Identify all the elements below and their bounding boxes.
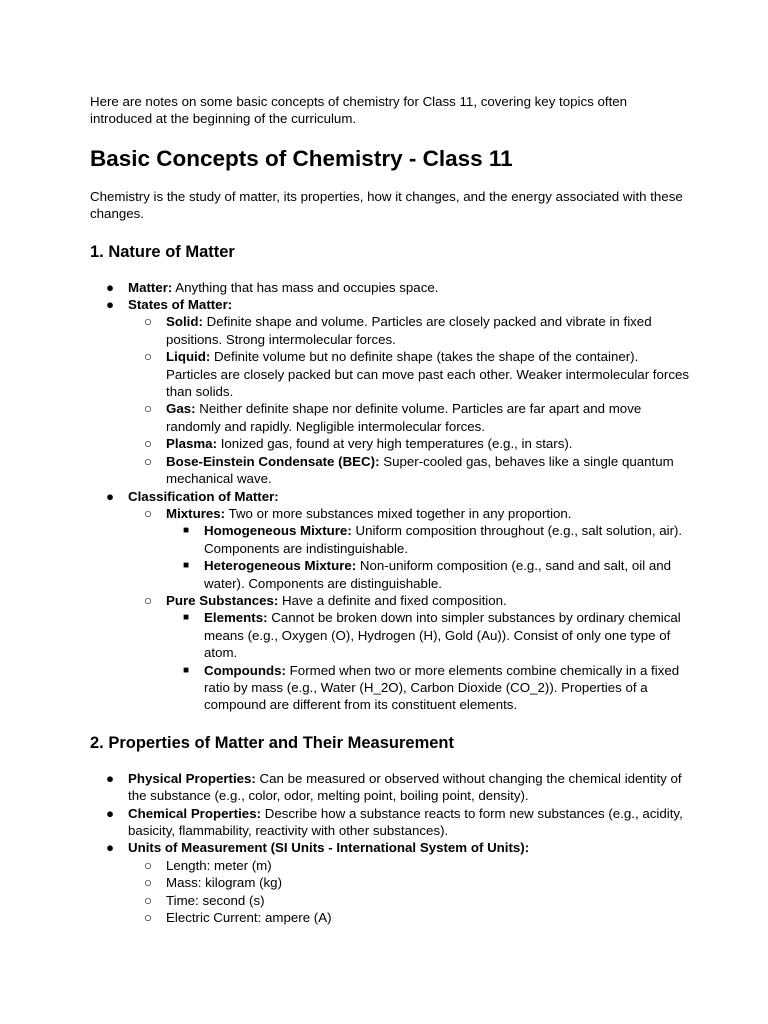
square-bullet-icon: ■ <box>182 525 190 537</box>
document-page <box>90 93 690 926</box>
square-bullet-icon: ■ <box>182 612 190 624</box>
term-definition: Super-cooled gas, behaves like a single quantum mechanical wave. <box>166 453 674 487</box>
list-item-mass <box>128 874 690 891</box>
term-label: Classification of Matter: <box>128 488 279 504</box>
term-label: Bose-Einstein Condensate (BEC): <box>166 453 380 469</box>
term-definition: Definite shape and volume. Particles are closely packed and vibrate in fixed positions. Strong intermolecular forces. <box>166 314 652 347</box>
circle-bullet-icon: ○ <box>143 453 153 469</box>
list-item-current <box>128 909 690 926</box>
term-label: Matter: <box>128 279 173 295</box>
list-item-matter <box>90 279 690 296</box>
term-label: Homogeneous Mixture: <box>204 523 352 539</box>
circle-bullet-icon: ○ <box>143 505 153 521</box>
term-label: Compounds: <box>204 662 286 678</box>
term-label: Pure Substances: <box>166 592 279 608</box>
circle-bullet-icon: ○ <box>143 892 153 908</box>
term-definition: Ionized gas, found at very high temperatures (e.g., in stars). <box>217 436 573 452</box>
list-item-units <box>90 839 690 926</box>
list-item-mixtures <box>128 505 690 592</box>
square-bullet-icon: ■ <box>182 560 190 572</box>
section-heading-properties: 2. Properties of Matter and Their Measurement <box>90 733 455 752</box>
intro-paragraph: Here are notes on some basic concepts of chemistry for Class 11, covering key topics often introduced at the beginning of the curriculum. <box>90 94 628 127</box>
list-item-bec <box>128 453 690 488</box>
pure-substances-sublist <box>166 609 690 713</box>
circle-bullet-icon: ○ <box>143 857 153 873</box>
term-label: Heterogeneous Mixture: <box>204 558 357 574</box>
list-item-elements <box>166 609 690 661</box>
bullet-icon: ● <box>105 805 115 821</box>
list-item-heterogeneous <box>166 557 690 592</box>
list-item-gas <box>128 400 690 435</box>
term-label: Mixtures: <box>166 505 226 521</box>
list-item-pure-substances <box>128 592 690 714</box>
term-definition: Cannot be broken down into simpler substances by ordinary chemical means (e.g., Oxygen (O), Hydrogen (H), Gold (Au)). Consist of only one type of atom. <box>204 610 681 661</box>
term-label: Elements: <box>204 610 268 626</box>
circle-bullet-icon: ○ <box>143 910 153 926</box>
list-item-chemical <box>90 805 690 840</box>
classification-sublist <box>128 505 690 714</box>
bullet-icon: ● <box>105 840 115 856</box>
term-label: Physical Properties: <box>128 770 256 786</box>
term-definition: Two or more substances mixed together in any proportion. <box>225 505 572 521</box>
list-item-solid <box>128 313 690 348</box>
list-item-physical <box>90 770 690 805</box>
bullet-icon: ● <box>105 279 115 295</box>
term-label: Units of Measurement (SI Units - International System of Units): <box>128 840 530 856</box>
nature-of-matter-list <box>90 279 690 714</box>
unit-text: Length: meter (m) <box>166 857 272 873</box>
term-label: Chemical Properties: <box>128 805 262 821</box>
circle-bullet-icon: ○ <box>143 349 153 365</box>
document-title: Basic Concepts of Chemistry - Class 11 <box>90 145 513 171</box>
term-definition: Anything that has mass and occupies space. <box>172 279 439 295</box>
term-label: States of Matter: <box>128 297 233 313</box>
term-definition: Uniform composition throughout (e.g., salt solution, air). Components are indistinguishable. <box>204 523 683 556</box>
circle-bullet-icon: ○ <box>143 436 153 452</box>
term-definition: Have a definite and fixed composition. <box>278 592 507 608</box>
list-item-time <box>128 892 690 909</box>
bullet-icon: ● <box>105 770 115 786</box>
circle-bullet-icon: ○ <box>143 592 153 608</box>
circle-bullet-icon: ○ <box>143 314 153 330</box>
term-definition: Neither definite shape nor definite volume. Particles are far apart and move randomly and rapidly. Negligible intermolecular forces. <box>166 401 642 434</box>
list-item-states <box>90 296 690 487</box>
unit-text: Electric Current: ampere (A) <box>166 910 332 926</box>
term-definition: Non-uniform composition (e.g., sand and salt, oil and water). Components are distinguishable. <box>204 558 672 591</box>
term-definition: Formed when two or more elements combine chemically in a fixed ratio by mass (e.g., Water (H_2O), Carbon Dioxide (CO_2)). Properties of a compound are different from its constituent elements. <box>204 662 680 713</box>
circle-bullet-icon: ○ <box>143 875 153 891</box>
unit-text: Time: second (s) <box>166 892 265 908</box>
term-definition: Can be measured or observed without changing the chemical identity of the substance (e.g., color, odor, melting point, boiling point, density). <box>128 770 682 804</box>
term-label: Solid: <box>166 314 203 330</box>
units-sublist <box>128 857 690 927</box>
lead-paragraph: Chemistry is the study of matter, its properties, how it changes, and the energy associated with these changes. <box>90 188 683 222</box>
list-item-homogeneous <box>166 522 690 557</box>
section-heading-nature-of-matter: 1. Nature of Matter <box>90 242 235 261</box>
square-bullet-icon: ■ <box>182 664 190 676</box>
list-item-length <box>128 857 690 874</box>
term-label: Plasma: <box>166 436 217 452</box>
unit-text: Mass: kilogram (kg) <box>166 875 282 891</box>
term-label: Gas: <box>166 401 196 417</box>
list-item-liquid <box>128 348 690 400</box>
bullet-icon: ● <box>105 297 115 313</box>
list-item-compounds <box>166 662 690 714</box>
mixtures-sublist <box>166 522 690 592</box>
properties-list <box>90 770 690 927</box>
states-sublist <box>128 313 690 487</box>
term-definition: Describe how a substance reacts to form new substances (e.g., acidity, basicity, flammability, reactivity with other substances). <box>128 805 683 838</box>
term-definition: Definite volume but no definite shape (takes the shape of the container). Particles are closely packed but can move past each other. Weaker intermolecular forces than solids. <box>166 349 690 400</box>
list-item-classification <box>90 488 690 714</box>
bullet-icon: ● <box>105 488 115 504</box>
list-item-plasma <box>128 435 690 452</box>
term-label: Liquid: <box>166 349 211 365</box>
circle-bullet-icon: ○ <box>143 401 153 417</box>
